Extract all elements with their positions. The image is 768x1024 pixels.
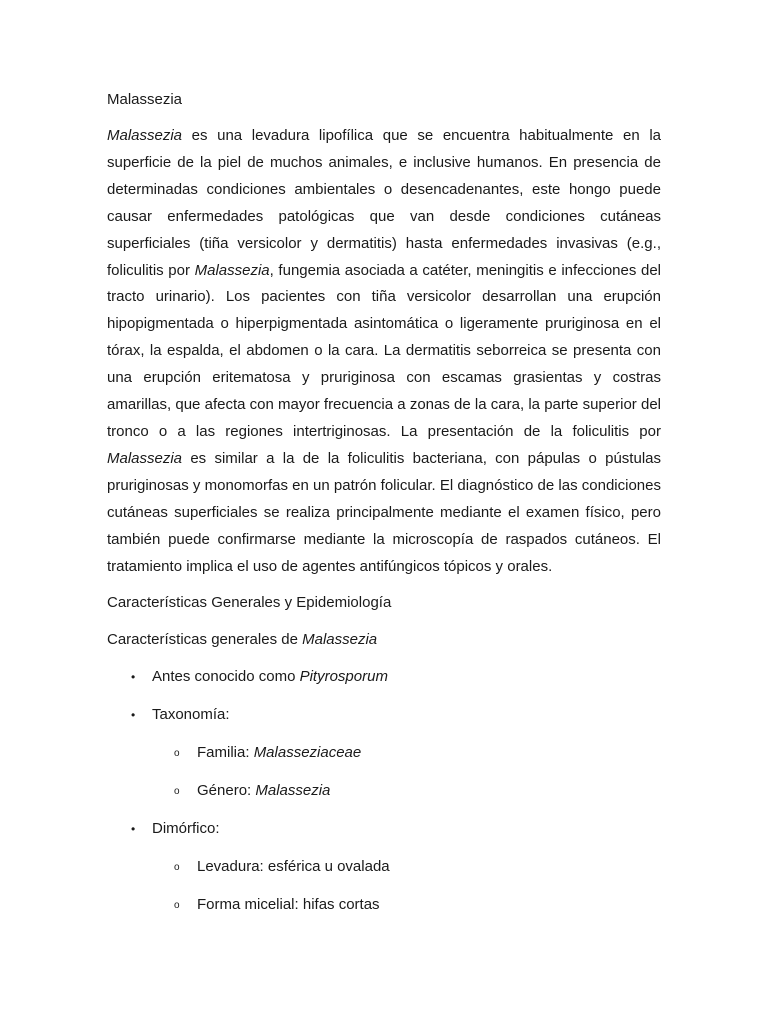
list-item-italic: Pityrosporum — [299, 668, 388, 686]
sublist-item-text: Forma micelial: hifas cortas — [197, 896, 380, 914]
taxonomy-sublist — [152, 740, 661, 804]
sublist-item — [152, 854, 661, 880]
sublist-item — [152, 778, 661, 804]
bullet-circle-icon: o — [174, 862, 180, 874]
bullet-circle-icon: o — [174, 786, 180, 798]
list-item — [107, 664, 661, 690]
bullet-circle-icon: o — [174, 748, 180, 760]
list-item-text: Taxonomía: — [152, 706, 230, 724]
bullet-dot-icon: • — [131, 708, 136, 723]
subsection-text: Características generales de — [107, 631, 303, 649]
bullet-circle-icon: o — [174, 900, 180, 912]
sublist-item-text: Familia: — [197, 744, 254, 762]
document-title: Malassezia — [107, 91, 183, 108]
sublist-item-text: Levadura: esférica u ovalada — [197, 858, 390, 876]
bullet-dot-icon: • — [131, 670, 136, 685]
list-item-text: Antes conocido como — [152, 668, 300, 686]
intro-text-1: es una levadura lipofílica que se encuentra habitualmente en la superficie de la piel de muchos animales, e inclusive humanos. En presencia de determinadas condiciones ambientales o desencadenantes, este hongo puede causar enfermedades patológicas que van desde condiciones cutáneas superficiales (tiña versicolor y dermatitis) hasta enfermedades invasivas (e.g., foliculitis por — [107, 127, 661, 279]
sublist-item-text: Género: — [197, 782, 256, 800]
list-item — [107, 702, 661, 804]
intro-paragraph — [107, 123, 661, 580]
list-item-text: Dimórfico: — [152, 820, 220, 838]
sublist-item — [152, 740, 661, 766]
intro-italic-3: Malassezia — [107, 449, 183, 467]
section-title: Características Generales y Epidemiología — [107, 594, 392, 612]
intro-text-3: es similar a la de la foliculitis bacteriana, con pápulas o pústulas pruriginosas y monomorfas en un patrón folicular. El diagnóstico de las condiciones cutáneas superficiales se realiza principalmente mediante el examen físico, pero también puede confirmarse mediante la microscopía de raspados cutáneos. El tratamiento implica el uso de agentes antifúngicos tópicos y orales. — [107, 449, 661, 575]
sublist-item-italic: Malasseziaceae — [253, 744, 362, 762]
subsection-italic: Malassezia — [302, 631, 378, 649]
list-item — [107, 816, 661, 918]
bullet-dot-icon: • — [131, 822, 136, 837]
document-page — [107, 86, 661, 930]
intro-italic-2: Malassezia — [194, 261, 270, 279]
sublist-item — [152, 892, 661, 918]
characteristics-list — [107, 664, 661, 918]
sublist-item-italic: Malassezia — [255, 782, 331, 800]
intro-text-2: , fungemia asociada a catéter, meningitis e infecciones del tracto urinario). Los pacientes con tiña versicolor desarrollan una erupción hipopigmentada o hiperpigmentada asintomática o ligeramente pruriginosa en el tórax, la espalda, el abdomen o la cara. La dermatitis seborreica se presenta con una erupción eritematosa y pruriginosa con escamas grasientas y costras amarillas, que afecta con mayor frecuencia a zonas de la cara, la parte superior del tronco o a las regiones intertriginosas. La presentación de la foliculitis por — [107, 261, 661, 440]
subsection-title — [107, 627, 661, 653]
intro-lead-italic: Malassezia — [107, 127, 183, 144]
dimorphic-sublist — [152, 854, 661, 918]
